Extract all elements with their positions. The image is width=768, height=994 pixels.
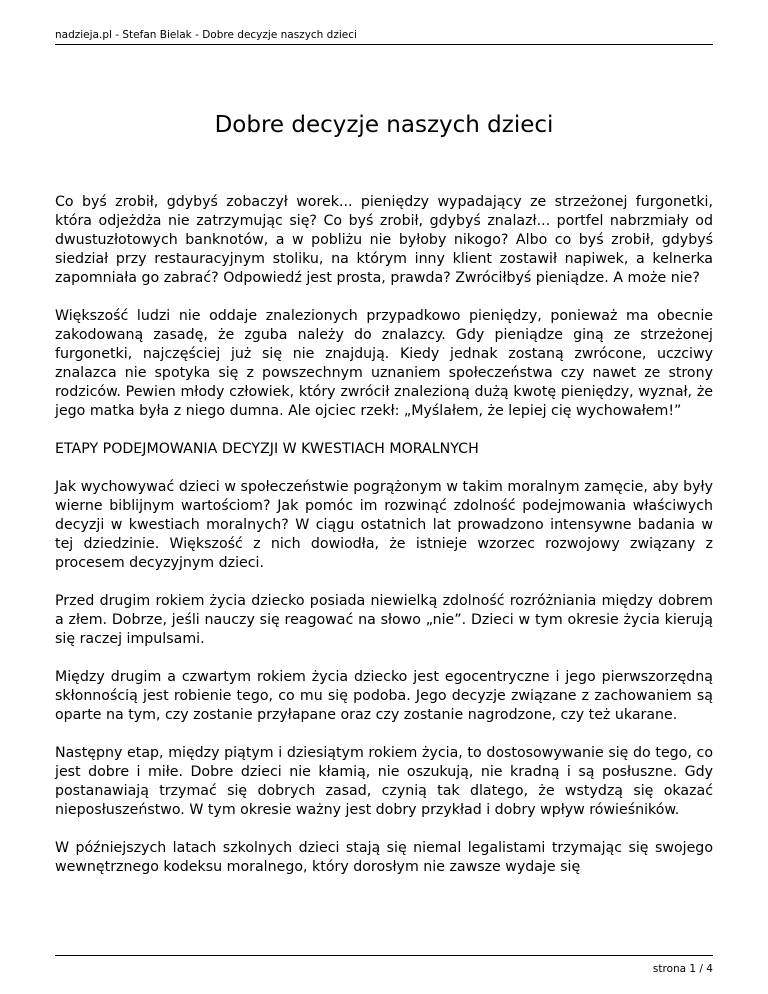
page-header — [55, 28, 713, 45]
paragraph: Co byś zrobił, gdybyś zobaczył worek... pieniędzy wypadający ze strzeżonej furgonetki, która odjeżdża nie zatrzymując się? Co byś zrobił, gdybyś znalazł... portfel nabrzmiały od dwustuzłotowych banknotów, a w pobliżu nie byłoby nikogo? Albo co byś zrobił, gdybyś siedział przy restauracyjnym stoliku, na którym inny klient zostawił napiwek, a kelnerka zapomniała go zabrać? Odpowiedź jest prosta, prawda? Zwróciłbyś pieniądze. A może nie? — [55, 194, 713, 286]
paragraph: Między drugim a czwartym rokiem życia dziecko jest egocentryczne i jego pierwszorzędną skłonnością jest robienie tego, co mu się podoba. Jego decyzje związane z zachowaniem są oparte na tym, czy zostanie przyłapane oraz czy zostanie nagrodzone, czy też ukarane. — [55, 669, 713, 723]
paragraph: Jak wychowywać dzieci w społeczeństwie pogrążonym w takim moralnym zamęcie, aby były wierne biblijnym wartościom? Jak pomóc im rozwinąć zdolność podejmowania właściwych decyzji w kwestiach moralnych? W ciągu ostatnich lat prowadzono intensywne badania w tej dziedzinie. Większość z nich dowiodła, że istnieje wzorzec rozwojowy związany z procesem decyzyjnym dzieci. — [55, 479, 713, 571]
document-body — [55, 193, 713, 877]
paragraph: Następny etap, między piątym i dziesiątym rokiem życia, to dostosowywanie się do tego, co jest dobre i miłe. Dobre dzieci nie kłamią, nie oszukują, nie kradną i są posłuszne. Gdy postanawiają trzymać się dobrych zasad, czynią tak dlatego, że wstydzą się okazać nieposłuszeństwo. W tym okresie ważny jest dobry przykład i dobry wpływ rówieśników. — [55, 745, 713, 818]
document-title: Dobre decyzje naszych dzieci — [214, 112, 554, 138]
header-text: nadzieja.pl - Stefan Bielak - Dobre decyzje naszych dzieci — [55, 29, 357, 41]
paragraph: Przed drugim rokiem życia dziecko posiada niewielką zdolność rozróżniania między dobrem a złem. Dobrze, jeśli nauczy się reagować na słowo „nie”. Dzieci w tym okresie życia kierują się raczej impulsami. — [55, 593, 713, 647]
paragraph: W późniejszych latach szkolnych dzieci stają się niemal legalistami trzymając się swojego wewnętrznego kodeksu moralnego, który dorosłym nie zawsze wydaje się — [55, 840, 713, 875]
page-number: strona 1 / 4 — [652, 963, 713, 975]
paragraph: Większość ludzi nie oddaje znalezionych przypadkowo pieniędzy, ponieważ ma obecnie zakodowaną zasadę, że zguba należy do znalazcy. Gdy pieniądze giną ze strzeżonej furgonetki, najczęściej już się nie znajdują. Kiedy jednak zostaną zwrócone, uczciwy znalazca nie spotyka się z powszechnym uznaniem społeczeństwa czy nawet ze strony rodziców. Pewien młody człowiek, który zwrócił znalezioną dużą kwotę pieniędzy, wyznał, że jego matka była z niego dumna. Ale ojciec rzekł: „Myślałem, że lepiej cię wychowałem!” — [55, 308, 713, 419]
section-heading: ETAPY PODEJMOWANIA DECYZJI W KWESTIACH MORALNYCH — [55, 441, 479, 457]
page-footer — [55, 955, 713, 975]
